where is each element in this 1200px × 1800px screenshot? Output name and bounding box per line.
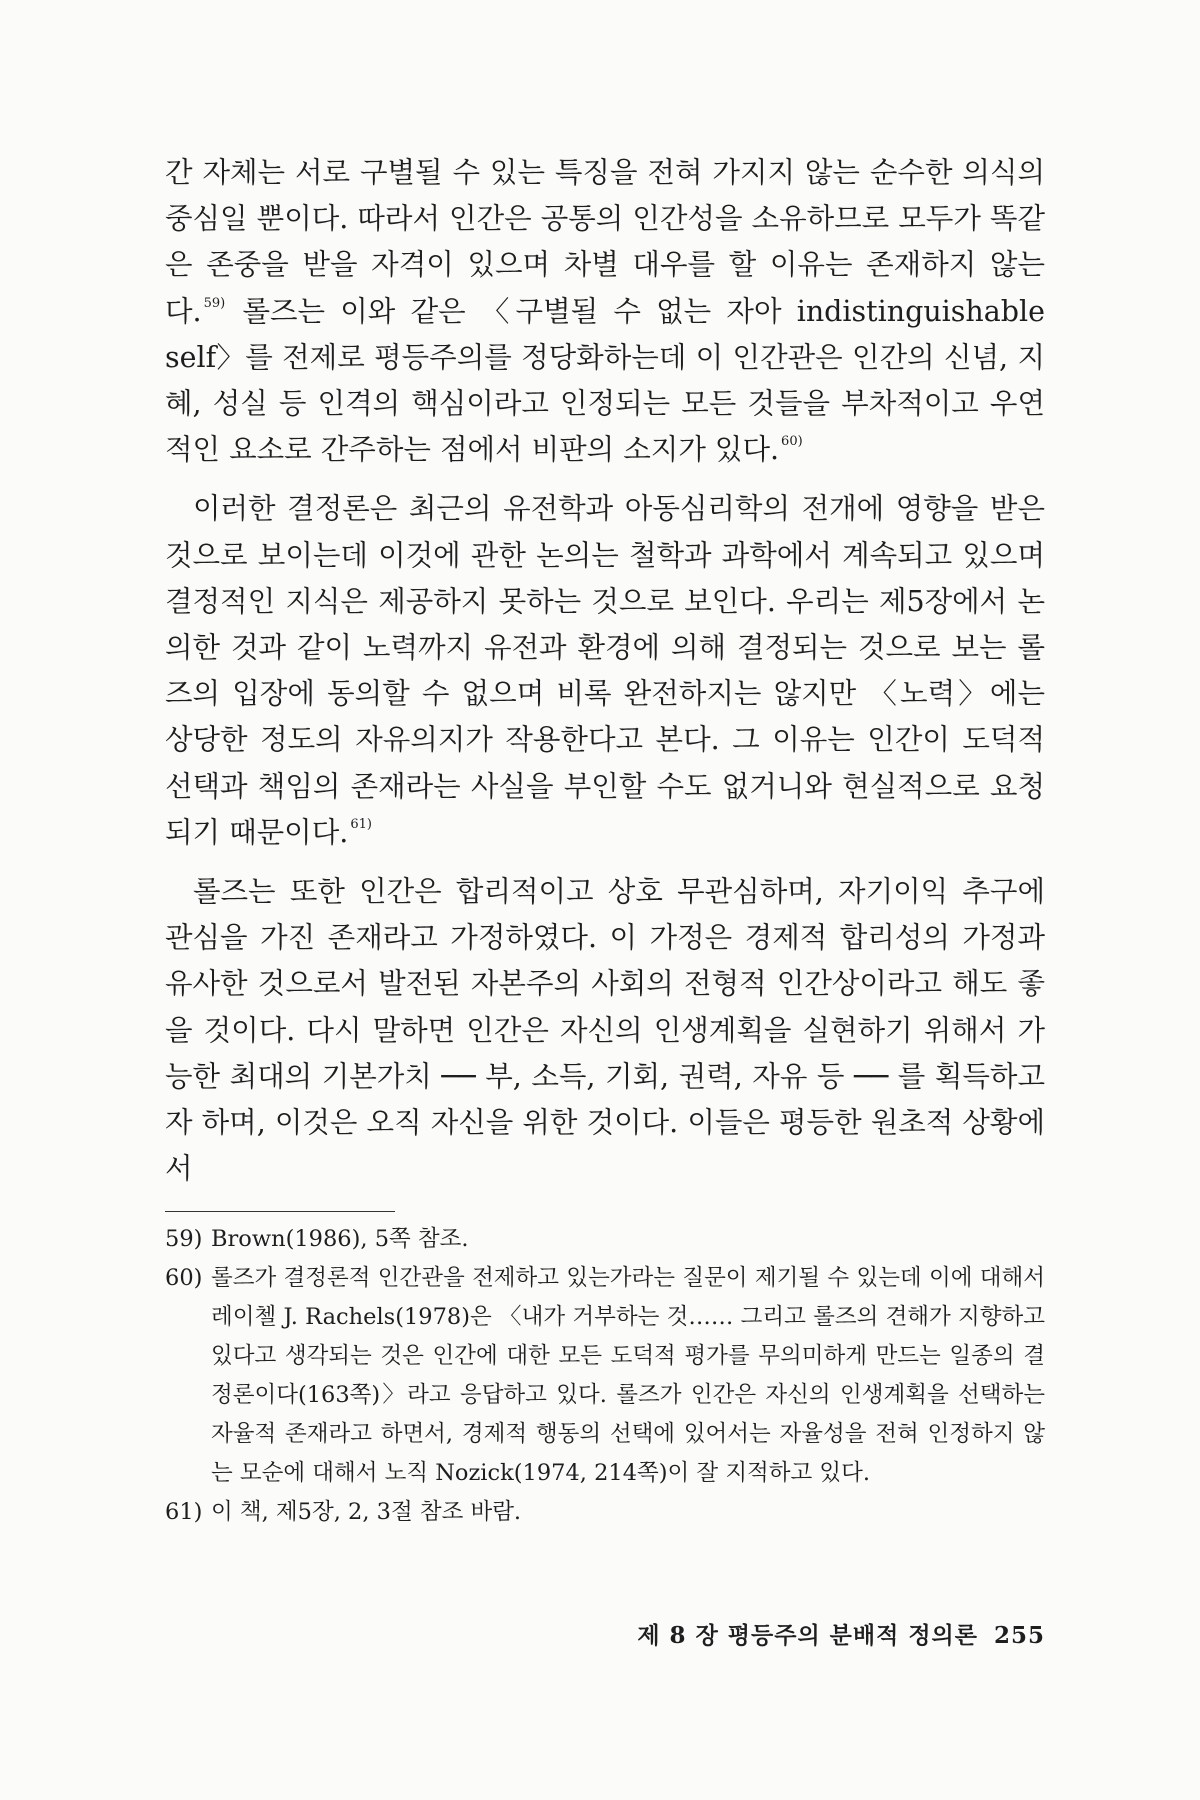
footnote-text: 롤즈가 결정론적 인간관을 전제하고 있는가라는 질문이 제기될 수 있는데 이에 대해서 레이첼 J. Rachels(1978)은 〈내가 거부하는 것…… 그리고 롤즈의 견해가 지향하고 있다고 생각되는 것은 인간에 대한 모든 도덕적 평가를 무의미하게 만드는 일종의 결정론이다(163쪽)〉라고 응답하고 있다. 롤즈가 인간은 자신의 인생계획을 선택하는 자율적 존재라고 하면서, 경제적 행동의 선택에 있어서는 자율성을 전혀 인정하지 않는 모순에 대해서 노직 Nozick(1974, 214쪽)이 잘 지적하고 있다. [211, 1265, 1045, 1486]
body-text [165, 150, 1045, 1205]
footnote [165, 1220, 1045, 1259]
footnote-marker[interactable]: 60) [781, 434, 803, 450]
page-number: 255 [993, 1622, 1045, 1649]
footnote-number: 61) [165, 1499, 203, 1525]
footnote [165, 1493, 1045, 1532]
footnote [165, 1259, 1045, 1493]
footnotes [165, 1220, 1045, 1532]
paragraph [165, 869, 1045, 1192]
paragraph-text: 롤즈는 이와 같은 〈구별될 수 없는 자아 indistinguishable self〉를 전제로 평등주의를 정당화하는데 이 인간관은 인간의 신념, 지혜, 성실 등 인격의 핵심이라고 인정되는 모든 것들을 부차적이고 우연적인 요소로 간주하는 점에서 비판의 소지가 있다. [165, 294, 1045, 467]
footnote-text: Brown(1986), 5쪽 참조. [211, 1226, 469, 1252]
footnote-number: 60) [165, 1265, 203, 1291]
footnote-marker[interactable]: 59) [203, 295, 226, 311]
footnote-divider [165, 1211, 395, 1212]
footnote-marker[interactable]: 61) [350, 816, 372, 832]
running-footer [637, 1617, 1045, 1650]
footnote-number: 59) [165, 1226, 203, 1252]
paragraph-text: 롤즈는 또한 인간은 합리적이고 상호 무관심하며, 자기이익 추구에 관심을 가진 존재라고 가정하였다. 이 가정은 경제적 합리성의 가정과 유사한 것으로서 발전된 자본주의 사회의 전형적 인간상이라고 해도 좋을 것이다. 다시 말하면 인간은 자신의 인생계획을 실현하기 위해서 가능한 최대의 기본가치 ── 부, 소득, 기회, 권력, 자유 등 ── 를 획득하고자 하며, 이것은 오직 자신을 위한 것이다. 이들은 평등한 원초적 상황에서 [165, 875, 1045, 1186]
paragraph-text: 이러한 결정론은 최근의 유전학과 아동심리학의 전개에 영향을 받은 것으로 보이는데 이것에 관한 논의는 철학과 과학에서 계속되고 있으며 결정적인 지식은 제공하지 못하는 것으로 보인다. 우리는 제5장에서 논의한 것과 같이 노력까지 유전과 환경에 의해 결정되는 것으로 보는 롤즈의 입장에 동의할 수 없으며 비록 완전하지는 않지만 〈노력〉에는 상당한 정도의 자유의지가 작용한다고 본다. 그 이유는 인간이 도덕적 선택과 책임의 존재라는 사실을 부인할 수도 없거니와 현실적으로 요청되기 때문이다. [165, 492, 1045, 849]
paragraph-text: 간 자체는 서로 구별될 수 있는 특징을 전혀 가지지 않는 순수한 의식의 중심일 뿐이다. 따라서 인간은 공통의 인간성을 소유하므로 모두가 똑같은 존중을 받을 자격이 있으며 차별 대우를 할 이유는 존재하지 않는다. [165, 156, 1045, 328]
paragraph [165, 486, 1045, 856]
chapter-title: 제 8 장 평등주의 분배적 정의론 [637, 1622, 978, 1649]
footnote-text: 이 책, 제5장, 2, 3절 참조 바람. [211, 1499, 522, 1525]
paragraph [165, 150, 1045, 473]
